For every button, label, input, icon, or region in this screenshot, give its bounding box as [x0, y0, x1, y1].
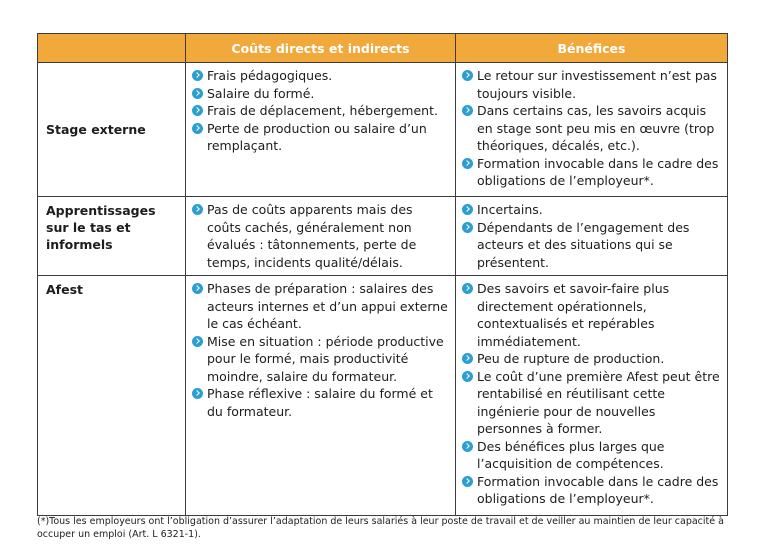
header-corner — [38, 34, 186, 63]
chevron-bullet-icon — [462, 204, 473, 215]
list-item: Phases de préparation : salaires des acteurs internes et d’un appui externe le cas échéant. — [192, 280, 449, 333]
couts-cell — [186, 197, 456, 276]
list-item: Peu de rupture de production. — [462, 350, 721, 368]
list-item: Mise en situation : période productive pour le formé, mais productivité moindre, salaire du formateur. — [192, 333, 449, 386]
list-item: Le retour sur investissement n’est pas toujours visible. — [462, 67, 721, 102]
list-item: Le coût d’une première Afest peut être rentabilisé en réutilisant cette ingénierie pour de nouvelles personnes à former. — [462, 368, 721, 438]
chevron-bullet-icon — [462, 371, 473, 382]
chevron-bullet-icon — [462, 353, 473, 364]
row-label: Afest — [38, 276, 186, 516]
chevron-bullet-icon — [462, 158, 473, 169]
chevron-bullet-icon — [462, 441, 473, 452]
list-item: Frais pédagogiques. — [192, 67, 449, 85]
couts-cell — [186, 63, 456, 197]
chevron-bullet-icon — [462, 222, 473, 233]
header-benefices: Bénéfices — [456, 34, 728, 63]
chevron-bullet-icon — [192, 88, 203, 99]
list-item: Pas de coûts apparents mais des coûts cachés, généralement non évalués : tâtonnements, perte de temps, incidents qualité/délais. — [192, 201, 449, 271]
chevron-bullet-icon — [192, 388, 203, 399]
list-item: Des bénéfices plus larges que l’acquisition de compétences. — [462, 438, 721, 473]
couts-cell — [186, 276, 456, 516]
chevron-bullet-icon — [192, 204, 203, 215]
chevron-bullet-icon — [192, 105, 203, 116]
benefices-cell — [456, 276, 728, 516]
list-item: Frais de déplacement, hébergement. — [192, 102, 449, 120]
table-row — [38, 276, 728, 516]
list-item: Dans certains cas, les savoirs acquis en stage sont peu mis en œuvre (trop théoriques, décalés, etc.). — [462, 102, 721, 155]
header-couts: Coûts directs et indirects — [186, 34, 456, 63]
list-item: Phase réflexive : salaire du formé et du formateur. — [192, 385, 449, 420]
list-item: Formation invocable dans le cadre des obligations de l’employeur*. — [462, 473, 721, 508]
chevron-bullet-icon — [462, 283, 473, 294]
list-item: Formation invocable dans le cadre des obligations de l’employeur*. — [462, 155, 721, 190]
comparison-table — [37, 33, 728, 516]
table-row — [38, 63, 728, 197]
list-item: Perte de production ou salaire d’un remplaçant. — [192, 120, 449, 155]
list-item: Des savoirs et savoir-faire plus directement opérationnels, contextualisés et repérables immédiatement. — [462, 280, 721, 350]
chevron-bullet-icon — [192, 283, 203, 294]
chevron-bullet-icon — [192, 336, 203, 347]
list-item: Incertains. — [462, 201, 721, 219]
chevron-bullet-icon — [462, 105, 473, 116]
footnote: (*)Tous les employeurs ont l’obligation d’assurer l’adaptation de leurs salariés à leur poste de travail et de veiller au maintien de leur capacité à occuper un emploi (Art. L 6321-1). — [37, 516, 724, 540]
chevron-bullet-icon — [192, 70, 203, 81]
chevron-bullet-icon — [462, 70, 473, 81]
chevron-bullet-icon — [192, 123, 203, 134]
chevron-bullet-icon — [462, 476, 473, 487]
list-item: Dépendants de l’engagement des acteurs et des situations qui se présentent. — [462, 219, 721, 272]
benefices-cell — [456, 197, 728, 276]
header-row — [38, 34, 728, 63]
benefices-cell — [456, 63, 728, 197]
table-row — [38, 197, 728, 276]
list-item: Salaire du formé. — [192, 85, 449, 103]
row-label: Stage externe — [38, 63, 186, 197]
row-label: Apprentissages sur le tas et informels — [38, 197, 186, 276]
